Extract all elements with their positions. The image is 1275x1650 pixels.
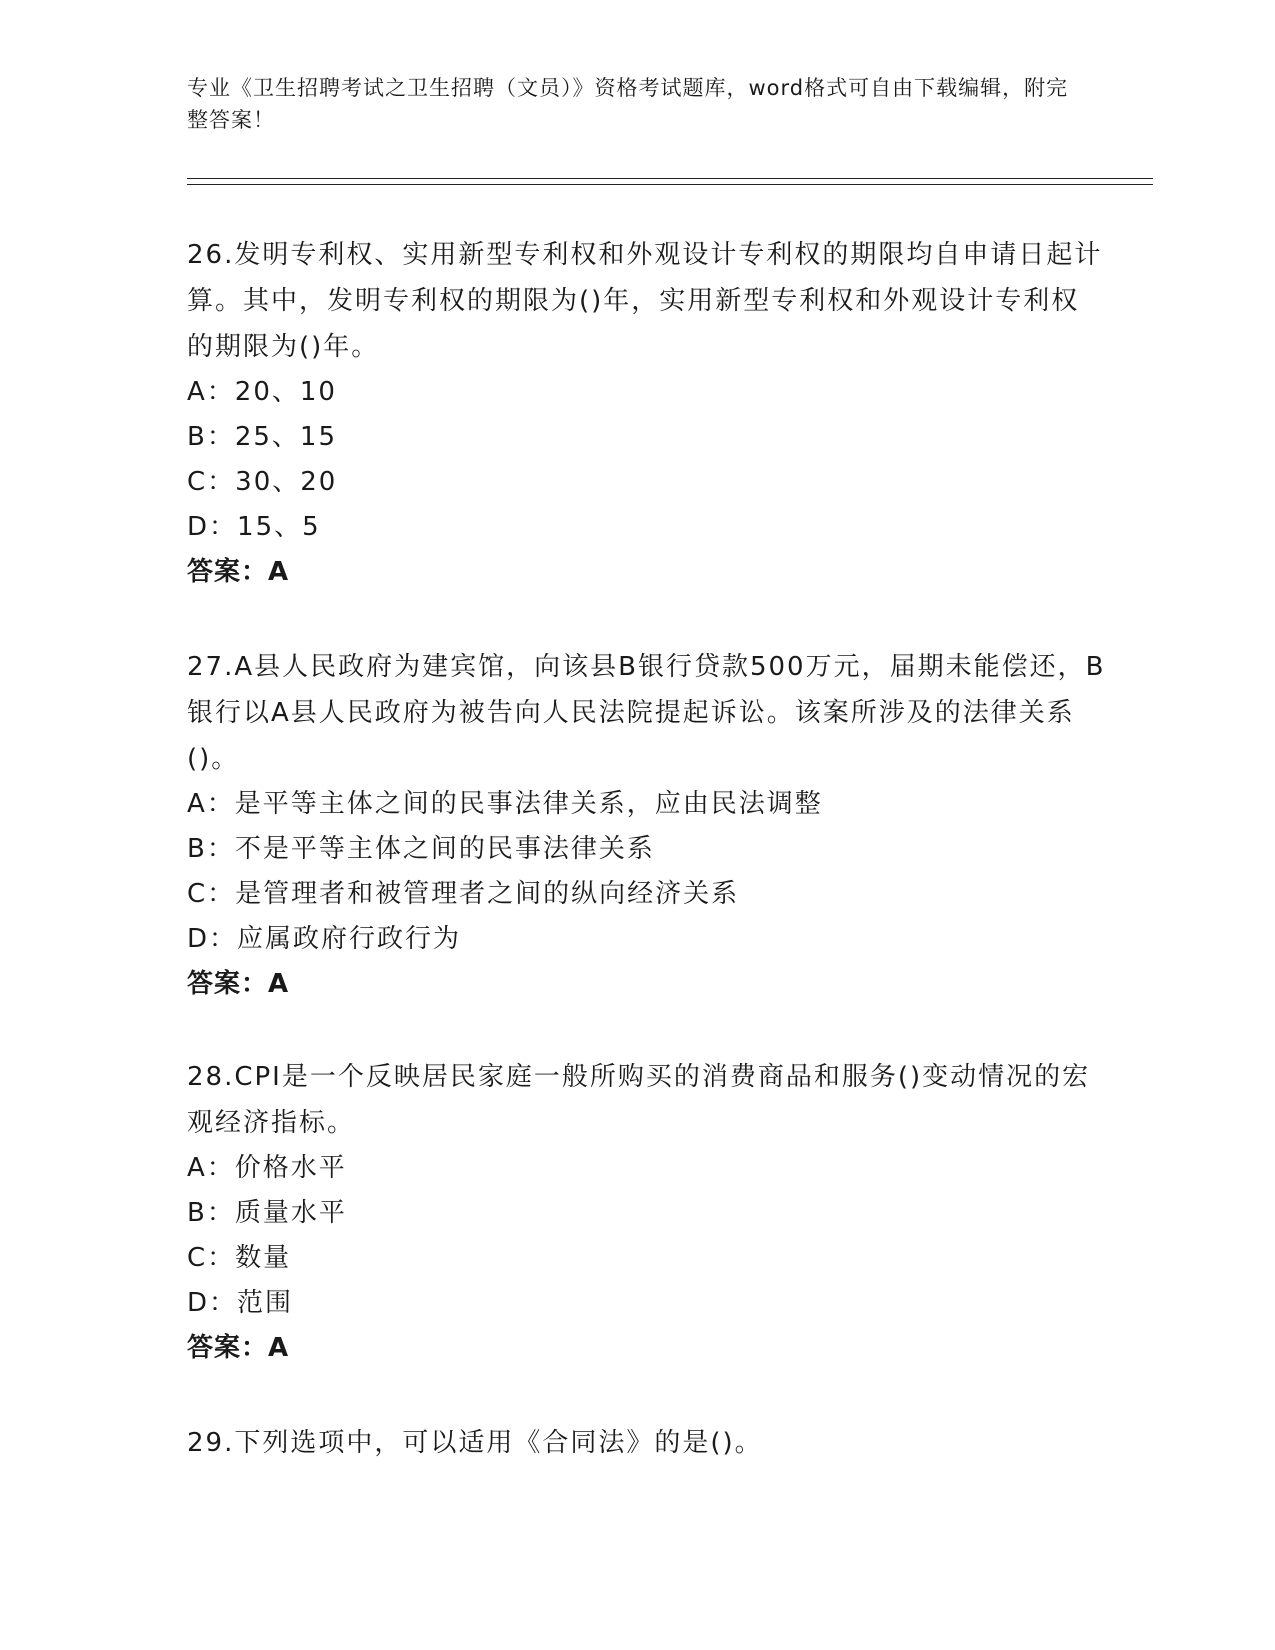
answer: 答案：A [187,969,290,999]
option-a: A：价格水平 [187,1153,347,1183]
option-c: C：30、20 [187,467,338,497]
option-b: B：不是平等主体之间的民事法律关系 [187,834,655,864]
question-stem: 27.A县人民政府为建宾馆，向该县B银行贷款500万元，届期未能偿还，B银行以A县人民政府为被告向人民法院提起诉讼。该案所涉及的法律关系()。 [187,652,1106,774]
option-b: B：25、15 [187,422,338,452]
question-29 [187,1420,1107,1466]
question-28 [187,1054,1107,1371]
option-d: D：范围 [187,1288,294,1318]
option-d: D：15、5 [187,512,321,542]
option-b: B：质量水平 [187,1198,347,1228]
option-a: A：是平等主体之间的民事法律关系，应由民法调整 [187,789,823,819]
answer: 答案：A [187,557,290,587]
answer: 答案：A [187,1333,290,1363]
header-divider [187,178,1153,185]
question-26 [187,232,1107,595]
question-stem: 28.CPI是一个反映居民家庭一般所购买的消费商品和服务()变动情况的宏观经济指标。 [187,1062,1091,1138]
page-header: 专业《卫生招聘考试之卫生招聘（文员）》资格考试题库，word格式可自由下载编辑，附完整答案！ [187,76,1069,132]
question-27 [187,644,1107,1007]
option-d: D：应属政府行政行为 [187,924,462,954]
option-c: C：是管理者和被管理者之间的纵向经济关系 [187,879,740,909]
question-stem: 26.发明专利权、实用新型专利权和外观设计专利权的期限均自申请日起计算。其中，发明专利权的期限为()年，实用新型专利权和外观设计专利权的期限为()年。 [187,240,1103,362]
option-a: A：20、10 [187,377,337,407]
option-c: C：数量 [187,1243,292,1273]
question-stem: 29.下列选项中，可以适用《合同法》的是()。 [187,1428,763,1458]
